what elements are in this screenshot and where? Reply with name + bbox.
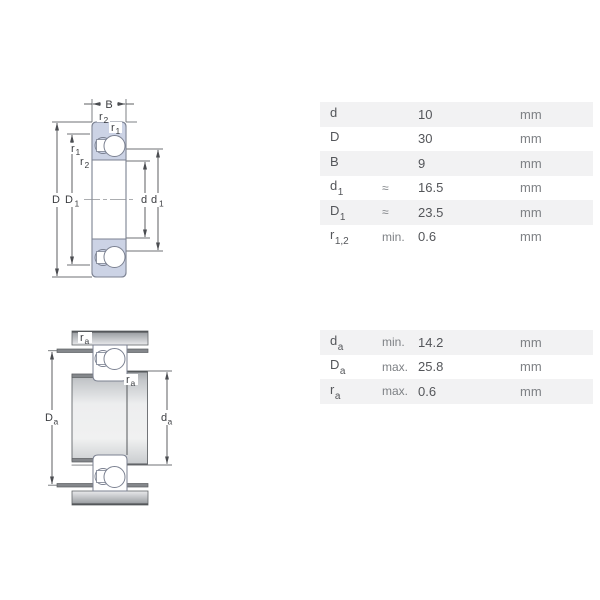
symbol-cell: $d_a$ [330,332,344,353]
unit-cell: mm [520,155,542,171]
bearing-body [84,122,134,277]
qualifier-cell: ≈ [382,205,389,220]
qualifier-cell: min. [382,335,405,350]
label-r2-top-sub: 2 [103,115,109,125]
symbol-cell: d [330,104,338,120]
unit-cell: mm [520,229,542,245]
label-D: D [52,194,60,206]
unit-cell: mm [520,359,542,375]
table-row [320,176,593,201]
label-r1-right-sub: 1 [115,126,121,136]
ball-front-bottom [104,467,125,488]
qualifier-cell: ≈ [382,180,389,195]
housing-abutment-top-right [127,349,148,353]
label-Da-base: D [45,412,53,424]
symbol-cell: $r_a$ [330,381,341,402]
bearing-cross-section-svg [40,95,175,290]
value-cell: 10 [418,106,433,122]
label-r2-left-sub: 2 [84,160,90,170]
value-cell: 23.5 [418,204,444,220]
label-D1-sub: 1 [74,198,80,209]
value-cell: 16.5 [418,180,444,196]
symbol-cell: $d_1$ [330,178,344,199]
table-row [320,225,593,250]
housing-bottom-section [72,491,148,505]
label-r1-right-base: r [111,122,115,134]
symbol-cell: $D_1$ [330,202,346,223]
value-cell: 0.6 [418,383,437,399]
table-row [320,355,593,380]
bearing-cross-section-diagram [40,95,175,290]
unit-cell: mm [520,383,542,399]
unit-cell: mm [520,204,542,220]
value-cell: 14.2 [418,334,444,350]
table-row [320,151,593,176]
shaft-shoulder-top [72,374,93,378]
value-cell: 25.8 [418,359,444,375]
label-d: d [140,194,148,206]
ball-front-bottom [104,247,125,268]
label-ra-mid-base: r [126,374,130,386]
value-cell: 0.6 [418,229,437,245]
label-ra-top-base: r [80,332,84,344]
label-B: B [105,99,113,111]
unit-cell: mm [520,334,542,350]
shaft-section [72,371,148,465]
label-Da-sub: a [53,416,59,427]
symbol-cell: $r_{1,2}$ [330,227,349,248]
label-r2-left-base: r [80,156,84,168]
symbol-cell: $D_a$ [330,357,346,378]
symbol-cell: D [330,129,340,145]
label-da-sub: a [167,416,173,427]
label-da-base: d [161,412,168,424]
table-row [320,127,593,152]
table-row [320,330,593,355]
symbol-cell: B [330,153,339,169]
label-r1-left-sub: 1 [75,147,81,157]
label-d1-sub: 1 [159,198,164,209]
label-d1-base: d [150,194,158,206]
housing-abutment-bottom-right [127,484,148,488]
unit-cell: mm [520,180,542,196]
table-row [320,379,593,404]
bearing-mounting-svg [30,325,180,515]
label-r2-top-base: r [99,111,103,123]
housing-abutment-bottom-left [57,484,93,488]
label-r1-left-base: r [71,143,75,155]
qualifier-cell: max. [382,359,409,374]
qualifier-cell: min. [382,229,405,244]
unit-cell: mm [520,131,542,147]
ball-front-top [104,349,125,370]
ball-front-top [104,136,125,157]
label-D1-base: D [65,194,73,206]
value-cell: 9 [418,155,426,171]
label-ra-top-sub: a [84,336,90,346]
table-row [320,102,593,127]
housing-abutment-top-left [57,349,93,353]
unit-cell: mm [520,106,542,122]
value-cell: 30 [418,131,433,147]
bearing-mounting-diagram [30,325,180,515]
dimensions-table [320,102,593,249]
table-row [320,200,593,225]
qualifier-cell: max. [382,384,409,399]
shaft-shoulder-bottom [72,459,93,463]
label-ra-mid-sub: a [130,378,136,388]
abutment-dimensions-table [320,330,593,404]
